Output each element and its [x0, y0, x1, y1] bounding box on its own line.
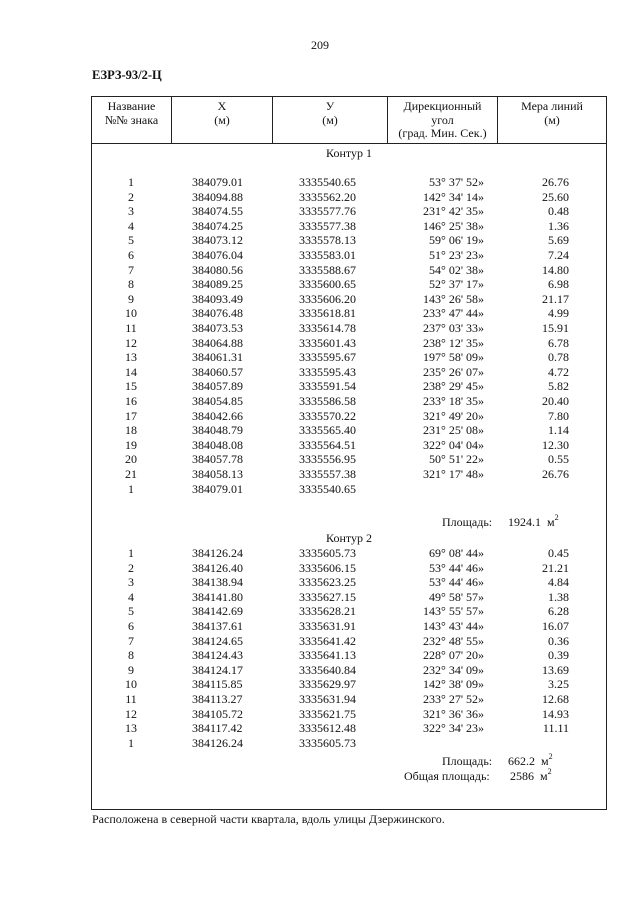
table-row [92, 736, 606, 750]
x-coordinate: 384138.94 [192, 575, 243, 590]
point-number: 2 [128, 189, 134, 204]
x-coordinate: 384094.88 [192, 189, 243, 204]
point-number: 9 [128, 662, 134, 677]
line-length: 0.36 [548, 633, 569, 648]
direction-angle: 235° 26' 07» [423, 364, 484, 379]
table-header [92, 97, 606, 144]
direction-angle: 228° 07' 20» [423, 648, 484, 663]
y-coordinate: 3335631.91 [299, 619, 356, 633]
direction-angle: 53° 44' 46» [429, 560, 484, 575]
direction-angle: 321° 17' 48» [423, 467, 484, 481]
x-coordinate: 384126.24 [192, 546, 243, 560]
header-x-line1: X [217, 99, 227, 113]
point-number: 4 [128, 218, 134, 233]
point-number: 7 [128, 633, 134, 648]
direction-angle: 233° 27' 52» [423, 692, 484, 706]
y-coordinate: 3335627.15 [299, 589, 356, 604]
table-row [92, 204, 606, 218]
x-coordinate: 384113.27 [192, 692, 243, 706]
direction-angle: 51° 23' 23» [429, 248, 484, 262]
area-value [508, 515, 559, 530]
point-number: 5 [128, 233, 134, 248]
header-length [498, 97, 606, 143]
line-length: 26.76 [542, 467, 569, 481]
header-y-line2: (м) [322, 112, 338, 127]
line-length: 20.40 [542, 394, 569, 408]
y-coordinate: 3335605.73 [299, 546, 356, 560]
y-coordinate: 3335623.25 [299, 575, 356, 590]
point-number: 8 [128, 648, 134, 663]
line-length: 7.80 [548, 408, 569, 423]
table-row [92, 648, 606, 662]
y-coordinate: 3335540.65 [299, 175, 356, 189]
direction-angle: 52° 37' 17» [429, 277, 484, 292]
header-angle-line3: (град. Мин. Сек.) [398, 126, 487, 140]
total-area-label: Общая площадь: [404, 769, 490, 783]
table-row [92, 721, 606, 735]
point-number: 12 [125, 706, 137, 721]
table-row [92, 677, 606, 691]
line-length: 12.68 [542, 692, 569, 706]
direction-angle: 232° 34' 09» [423, 662, 484, 677]
header-x [172, 97, 272, 143]
x-coordinate: 384124.43 [192, 648, 243, 663]
table-row [92, 467, 606, 481]
y-coordinate: 3335641.13 [299, 648, 356, 663]
header-length-line2: (м) [544, 112, 560, 127]
y-coordinate: 3335583.01 [299, 248, 356, 262]
y-coordinate: 3335629.97 [299, 677, 356, 692]
line-length: 4.99 [548, 306, 569, 321]
point-number: 5 [128, 604, 134, 619]
x-coordinate: 384124.65 [192, 633, 243, 648]
header-x-line2: (м) [214, 112, 230, 127]
y-coordinate: 3335601.43 [299, 335, 356, 350]
point-number: 13 [125, 350, 137, 365]
line-length: 14.93 [542, 706, 569, 721]
x-coordinate: 384089.25 [192, 277, 243, 292]
point-number: 1 [128, 481, 134, 496]
line-length: 0.55 [548, 452, 569, 467]
y-coordinate: 3335606.20 [299, 291, 356, 306]
y-coordinate: 3335556.95 [299, 452, 356, 467]
header-angle [388, 97, 497, 143]
y-coordinate: 3335614.78 [299, 321, 356, 335]
direction-angle: 232° 48' 55» [423, 633, 484, 648]
header-angle-line1: Дирекционный [403, 99, 482, 113]
direction-angle: 49° 58' 57» [429, 589, 484, 604]
line-length: 6.28 [548, 604, 569, 619]
line-length: 5.82 [548, 379, 569, 394]
y-coordinate: 3335540.65 [299, 481, 356, 496]
table-row [92, 604, 606, 618]
line-length: 0.39 [548, 648, 569, 663]
line-length: 4.84 [548, 575, 569, 590]
y-coordinate: 3335600.65 [299, 277, 356, 292]
point-number: 20 [125, 452, 137, 467]
line-length: 0.48 [548, 204, 569, 219]
y-coordinate: 3335577.38 [299, 218, 356, 233]
y-coordinate: 3335628.21 [299, 604, 356, 619]
x-coordinate: 384080.56 [192, 262, 243, 277]
table-row [92, 561, 606, 575]
area-unit-sup: 2 [548, 752, 553, 761]
x-coordinate: 384079.01 [192, 481, 243, 496]
y-coordinate: 3335564.51 [299, 437, 356, 452]
line-length: 21.21 [542, 560, 569, 575]
point-number: 14 [125, 364, 137, 379]
table-row [92, 190, 606, 204]
point-number: 1 [128, 175, 134, 189]
direction-angle: 197° 58' 09» [423, 350, 484, 365]
x-coordinate: 384079.01 [192, 175, 243, 189]
direction-angle: 237° 03' 33» [423, 321, 484, 335]
line-length: 13.69 [542, 662, 569, 677]
table-row [92, 634, 606, 648]
table-row [92, 263, 606, 277]
table-row [92, 379, 606, 393]
x-coordinate: 384054.85 [192, 394, 243, 408]
location-note: Расположена в северной части квартала, вдоль улицы Дзержинского. [92, 812, 445, 826]
total-area-unit-sup: 2 [547, 767, 552, 776]
point-number: 3 [128, 575, 134, 590]
x-coordinate: 384058.13 [192, 467, 243, 481]
contour-title: Контур 2 [326, 531, 372, 545]
direction-angle: 54° 02' 38» [429, 262, 484, 277]
x-coordinate: 384073.53 [192, 321, 243, 335]
y-coordinate: 3335565.40 [299, 423, 356, 438]
x-coordinate: 384141.80 [192, 589, 243, 604]
point-number: 4 [128, 589, 134, 604]
table-row [92, 590, 606, 604]
x-coordinate: 384042.66 [192, 408, 243, 423]
line-length: 0.45 [548, 546, 569, 560]
point-number: 17 [125, 408, 137, 423]
header-y [273, 97, 387, 143]
document-code: ЕЗРЗ-93/2-Ц [92, 68, 162, 82]
table-row [92, 219, 606, 233]
point-number: 2 [128, 560, 134, 575]
point-number: 16 [125, 394, 137, 408]
line-length: 15.91 [542, 321, 569, 335]
y-coordinate: 3335570.22 [299, 408, 356, 423]
x-coordinate: 384048.79 [192, 423, 243, 438]
area-unit-sup: 2 [554, 513, 559, 522]
area-label: Площадь: [442, 754, 493, 768]
direction-angle: 50° 51' 22» [429, 452, 484, 467]
y-coordinate: 3335618.81 [299, 306, 356, 321]
table-row [92, 277, 606, 291]
table-row [92, 365, 606, 379]
direction-angle: 143° 55' 57» [423, 604, 484, 619]
x-coordinate: 384057.89 [192, 379, 243, 394]
table-row [92, 394, 606, 408]
direction-angle: 53° 37' 52» [429, 175, 484, 189]
y-coordinate: 3335595.43 [299, 364, 356, 379]
line-length: 3.25 [548, 677, 569, 692]
y-coordinate: 3335621.75 [299, 706, 356, 721]
table-row [92, 350, 606, 364]
header-y-line1: У [325, 99, 335, 113]
line-length: 7.24 [548, 248, 569, 262]
point-number: 9 [128, 291, 134, 306]
table-row [92, 409, 606, 423]
area-unit: м [547, 515, 555, 529]
page-number: 209 [311, 38, 329, 52]
line-length: 12.30 [542, 437, 569, 452]
y-coordinate: 3335557.38 [299, 467, 356, 481]
point-number: 18 [125, 423, 137, 438]
y-coordinate: 3335595.67 [299, 350, 356, 365]
y-coordinate: 3335591.54 [299, 379, 356, 394]
point-number: 10 [125, 306, 137, 321]
x-coordinate: 384064.88 [192, 335, 243, 350]
total-area-unit: м [540, 769, 548, 783]
point-number: 1 [128, 546, 134, 560]
direction-angle: 231° 42' 35» [423, 204, 484, 219]
direction-angle: 53° 44' 46» [429, 575, 484, 590]
point-number: 6 [128, 619, 134, 633]
point-number: 6 [128, 248, 134, 262]
line-length: 21.17 [542, 291, 569, 306]
x-coordinate: 384061.31 [192, 350, 243, 365]
table-row [92, 663, 606, 677]
point-number: 3 [128, 204, 134, 219]
table-row [92, 292, 606, 306]
direction-angle: 322° 34' 23» [423, 721, 484, 736]
line-length: 4.72 [548, 364, 569, 379]
point-number: 13 [125, 721, 137, 736]
area-unit: м [541, 754, 549, 768]
x-coordinate: 384076.04 [192, 248, 243, 262]
x-coordinate: 384048.08 [192, 437, 243, 452]
header-angle-line2: угол [431, 112, 454, 127]
x-coordinate: 384093.49 [192, 291, 243, 306]
line-length: 6.98 [548, 277, 569, 292]
y-coordinate: 3335641.42 [299, 633, 356, 648]
direction-angle: 142° 34' 14» [423, 189, 484, 204]
direction-angle: 233° 18' 35» [423, 394, 484, 408]
y-coordinate: 3335577.76 [299, 204, 356, 219]
x-coordinate: 384073.12 [192, 233, 243, 248]
y-coordinate: 3335562.20 [299, 189, 356, 204]
area-label: Площадь: [442, 515, 493, 529]
table-row [92, 707, 606, 721]
coordinates-table [91, 96, 607, 810]
direction-angle: 146° 25' 38» [423, 218, 484, 233]
point-number: 1 [128, 735, 134, 750]
table-row [92, 248, 606, 262]
direction-angle: 321° 49' 20» [423, 408, 484, 423]
point-number: 7 [128, 262, 134, 277]
area-value [508, 754, 553, 769]
point-number: 10 [125, 677, 137, 692]
x-coordinate: 384126.24 [192, 735, 243, 750]
y-coordinate: 3335605.73 [299, 735, 356, 750]
x-coordinate: 384124.17 [192, 662, 243, 677]
header-length-line1: Мера линий [521, 99, 583, 113]
point-number: 19 [125, 437, 137, 452]
area-number: 662.2 [508, 754, 535, 768]
line-length: 25.60 [542, 189, 569, 204]
contour-title: Контур 1 [326, 146, 372, 160]
line-length: 6.78 [548, 335, 569, 350]
table-row [92, 175, 606, 189]
point-number: 8 [128, 277, 134, 292]
line-length: 1.14 [548, 423, 569, 438]
direction-angle: 238° 29' 45» [423, 379, 484, 394]
direction-angle: 322° 04' 04» [423, 437, 484, 452]
direction-angle: 142° 38' 09» [423, 677, 484, 692]
point-number: 21 [125, 467, 137, 481]
x-coordinate: 384117.42 [192, 721, 243, 736]
point-number: 15 [125, 379, 137, 394]
y-coordinate: 3335631.94 [299, 692, 356, 706]
table-row [92, 692, 606, 706]
direction-angle: 59° 06' 19» [429, 233, 484, 248]
table-row [92, 336, 606, 350]
table-row [92, 321, 606, 335]
table-row [92, 546, 606, 560]
line-length: 5.69 [548, 233, 569, 248]
header-name [92, 97, 171, 143]
direction-angle: 233° 47' 44» [423, 306, 484, 321]
x-coordinate: 384115.85 [192, 677, 243, 692]
y-coordinate: 3335612.48 [299, 721, 356, 736]
line-length: 26.76 [542, 175, 569, 189]
line-length: 1.38 [548, 589, 569, 604]
line-length: 14.80 [542, 262, 569, 277]
header-name-line2: №№ знака [104, 112, 159, 127]
line-length: 1.36 [548, 218, 569, 233]
table-row [92, 482, 606, 496]
x-coordinate: 384142.69 [192, 604, 243, 619]
table-row [92, 438, 606, 452]
total-area-number: 2586 [510, 769, 534, 783]
x-coordinate: 384074.25 [192, 218, 243, 233]
direction-angle: 238° 12' 35» [423, 335, 484, 350]
x-coordinate: 384074.55 [192, 204, 243, 219]
table-row [92, 423, 606, 437]
direction-angle: 231° 25' 08» [423, 423, 484, 438]
x-coordinate: 384126.40 [192, 560, 243, 575]
y-coordinate: 3335640.84 [299, 662, 356, 677]
point-number: 12 [125, 335, 137, 350]
table-row [92, 619, 606, 633]
x-coordinate: 384105.72 [192, 706, 243, 721]
x-coordinate: 384076.48 [192, 306, 243, 321]
line-length: 0.78 [548, 350, 569, 365]
table-row [92, 575, 606, 589]
header-name-line1: Название [107, 99, 156, 113]
point-number: 11 [125, 321, 137, 335]
direction-angle: 321° 36' 36» [423, 706, 484, 721]
line-length: 11.11 [542, 721, 569, 736]
line-length: 16.07 [542, 619, 569, 633]
point-number: 11 [125, 692, 137, 706]
table-row [92, 306, 606, 320]
x-coordinate: 384057.78 [192, 452, 243, 467]
direction-angle: 69° 08' 44» [429, 546, 484, 560]
y-coordinate: 3335606.15 [299, 560, 356, 575]
direction-angle: 143° 43' 44» [423, 619, 484, 633]
x-coordinate: 384060.57 [192, 364, 243, 379]
y-coordinate: 3335586.58 [299, 394, 356, 408]
table-row [92, 452, 606, 466]
y-coordinate: 3335578.13 [299, 233, 356, 248]
total-area-value [510, 769, 552, 784]
area-number: 1924.1 [508, 515, 541, 529]
x-coordinate: 384137.61 [192, 619, 243, 633]
y-coordinate: 3335588.67 [299, 262, 356, 277]
direction-angle: 143° 26' 58» [423, 291, 484, 306]
table-row [92, 233, 606, 247]
